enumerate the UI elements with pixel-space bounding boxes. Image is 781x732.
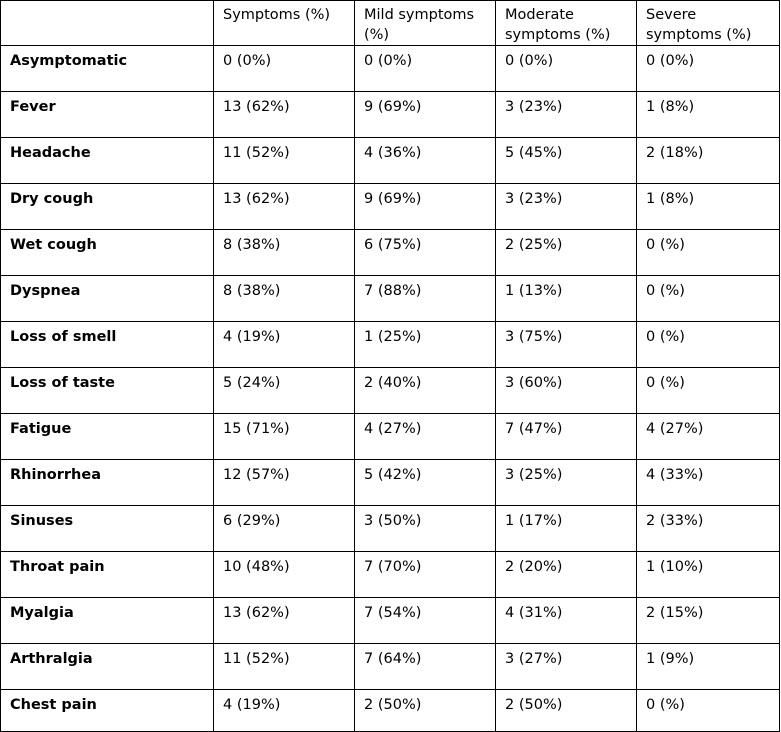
cell-severe-count: 0 (%) (637, 276, 780, 322)
cell-mild-count: 4 (27%) (355, 414, 496, 460)
cell-symptoms-count: 11 (52%) (214, 138, 355, 184)
cell-symptom-name: Sinuses (1, 506, 214, 552)
cell-symptom-name: Asymptomatic (1, 46, 214, 92)
cell-mild-count: 1 (25%) (355, 322, 496, 368)
cell-symptoms-count: 6 (29%) (214, 506, 355, 552)
cell-moderate-count: 0 (0%) (496, 46, 637, 92)
cell-mild-count: 0 (0%) (355, 46, 496, 92)
cell-mild-count: 2 (50%) (355, 690, 496, 732)
cell-moderate-count: 1 (13%) (496, 276, 637, 322)
cell-symptoms-count: 0 (0%) (214, 46, 355, 92)
cell-symptoms-count: 4 (19%) (214, 322, 355, 368)
table-body (1, 46, 780, 732)
cell-symptom-name: Rhinorrhea (1, 460, 214, 506)
cell-mild-count: 7 (54%) (355, 598, 496, 644)
cell-symptom-name: Myalgia (1, 598, 214, 644)
cell-mild-count: 7 (88%) (355, 276, 496, 322)
header-row (1, 1, 780, 46)
table-row (1, 322, 780, 368)
cell-severe-count: 0 (%) (637, 690, 780, 732)
cell-symptoms-count: 5 (24%) (214, 368, 355, 414)
cell-mild-count: 5 (42%) (355, 460, 496, 506)
table-row (1, 644, 780, 690)
cell-symptom-name: Loss of smell (1, 322, 214, 368)
cell-severe-count: 0 (%) (637, 230, 780, 276)
table-row (1, 414, 780, 460)
cell-moderate-count: 1 (17%) (496, 506, 637, 552)
table-row (1, 184, 780, 230)
cell-moderate-count: 2 (25%) (496, 230, 637, 276)
header-cell-blank (1, 1, 214, 46)
cell-symptoms-count: 13 (62%) (214, 92, 355, 138)
cell-mild-count: 7 (70%) (355, 552, 496, 598)
cell-mild-count: 7 (64%) (355, 644, 496, 690)
header-cell-moderate: Moderate symptoms (%) (496, 1, 637, 46)
cell-mild-count: 6 (75%) (355, 230, 496, 276)
table-row (1, 276, 780, 322)
cell-moderate-count: 3 (23%) (496, 92, 637, 138)
cell-moderate-count: 2 (20%) (496, 552, 637, 598)
cell-severe-count: 1 (9%) (637, 644, 780, 690)
cell-severe-count: 2 (18%) (637, 138, 780, 184)
cell-moderate-count: 5 (45%) (496, 138, 637, 184)
cell-moderate-count: 2 (50%) (496, 690, 637, 732)
cell-symptom-name: Fever (1, 92, 214, 138)
cell-symptom-name: Headache (1, 138, 214, 184)
header-cell-severe: Severe symptoms (%) (637, 1, 780, 46)
table-row (1, 92, 780, 138)
header-cell-mild: Mild symptoms (%) (355, 1, 496, 46)
cell-symptom-name: Chest pain (1, 690, 214, 732)
cell-severe-count: 1 (8%) (637, 184, 780, 230)
cell-symptoms-count: 12 (57%) (214, 460, 355, 506)
table-row (1, 138, 780, 184)
cell-severe-count: 4 (27%) (637, 414, 780, 460)
cell-severe-count: 0 (%) (637, 322, 780, 368)
table-header (1, 1, 780, 46)
table-row (1, 368, 780, 414)
cell-symptoms-count: 13 (62%) (214, 184, 355, 230)
table-row (1, 598, 780, 644)
cell-symptom-name: Dry cough (1, 184, 214, 230)
cell-symptom-name: Fatigue (1, 414, 214, 460)
cell-symptoms-count: 4 (19%) (214, 690, 355, 732)
cell-mild-count: 3 (50%) (355, 506, 496, 552)
cell-symptoms-count: 11 (52%) (214, 644, 355, 690)
cell-symptom-name: Arthralgia (1, 644, 214, 690)
cell-symptom-name: Throat pain (1, 552, 214, 598)
table-row (1, 506, 780, 552)
cell-symptom-name: Wet cough (1, 230, 214, 276)
cell-mild-count: 9 (69%) (355, 92, 496, 138)
cell-moderate-count: 3 (23%) (496, 184, 637, 230)
table-row (1, 690, 780, 732)
cell-severe-count: 1 (8%) (637, 92, 780, 138)
header-cell-symptoms: Symptoms (%) (214, 1, 355, 46)
cell-symptoms-count: 8 (38%) (214, 276, 355, 322)
cell-symptoms-count: 10 (48%) (214, 552, 355, 598)
cell-severe-count: 2 (33%) (637, 506, 780, 552)
cell-severe-count: 0 (%) (637, 368, 780, 414)
cell-moderate-count: 3 (25%) (496, 460, 637, 506)
table-row (1, 552, 780, 598)
cell-severe-count: 1 (10%) (637, 552, 780, 598)
cell-symptom-name: Loss of taste (1, 368, 214, 414)
cell-moderate-count: 3 (75%) (496, 322, 637, 368)
cell-severe-count: 2 (15%) (637, 598, 780, 644)
cell-moderate-count: 4 (31%) (496, 598, 637, 644)
cell-mild-count: 9 (69%) (355, 184, 496, 230)
table-row (1, 46, 780, 92)
cell-symptoms-count: 15 (71%) (214, 414, 355, 460)
cell-moderate-count: 3 (27%) (496, 644, 637, 690)
cell-moderate-count: 7 (47%) (496, 414, 637, 460)
cell-symptom-name: Dyspnea (1, 276, 214, 322)
cell-severe-count: 0 (0%) (637, 46, 780, 92)
cell-mild-count: 4 (36%) (355, 138, 496, 184)
cell-mild-count: 2 (40%) (355, 368, 496, 414)
table-row (1, 460, 780, 506)
table-row (1, 230, 780, 276)
cell-moderate-count: 3 (60%) (496, 368, 637, 414)
cell-symptoms-count: 13 (62%) (214, 598, 355, 644)
cell-severe-count: 4 (33%) (637, 460, 780, 506)
cell-symptoms-count: 8 (38%) (214, 230, 355, 276)
